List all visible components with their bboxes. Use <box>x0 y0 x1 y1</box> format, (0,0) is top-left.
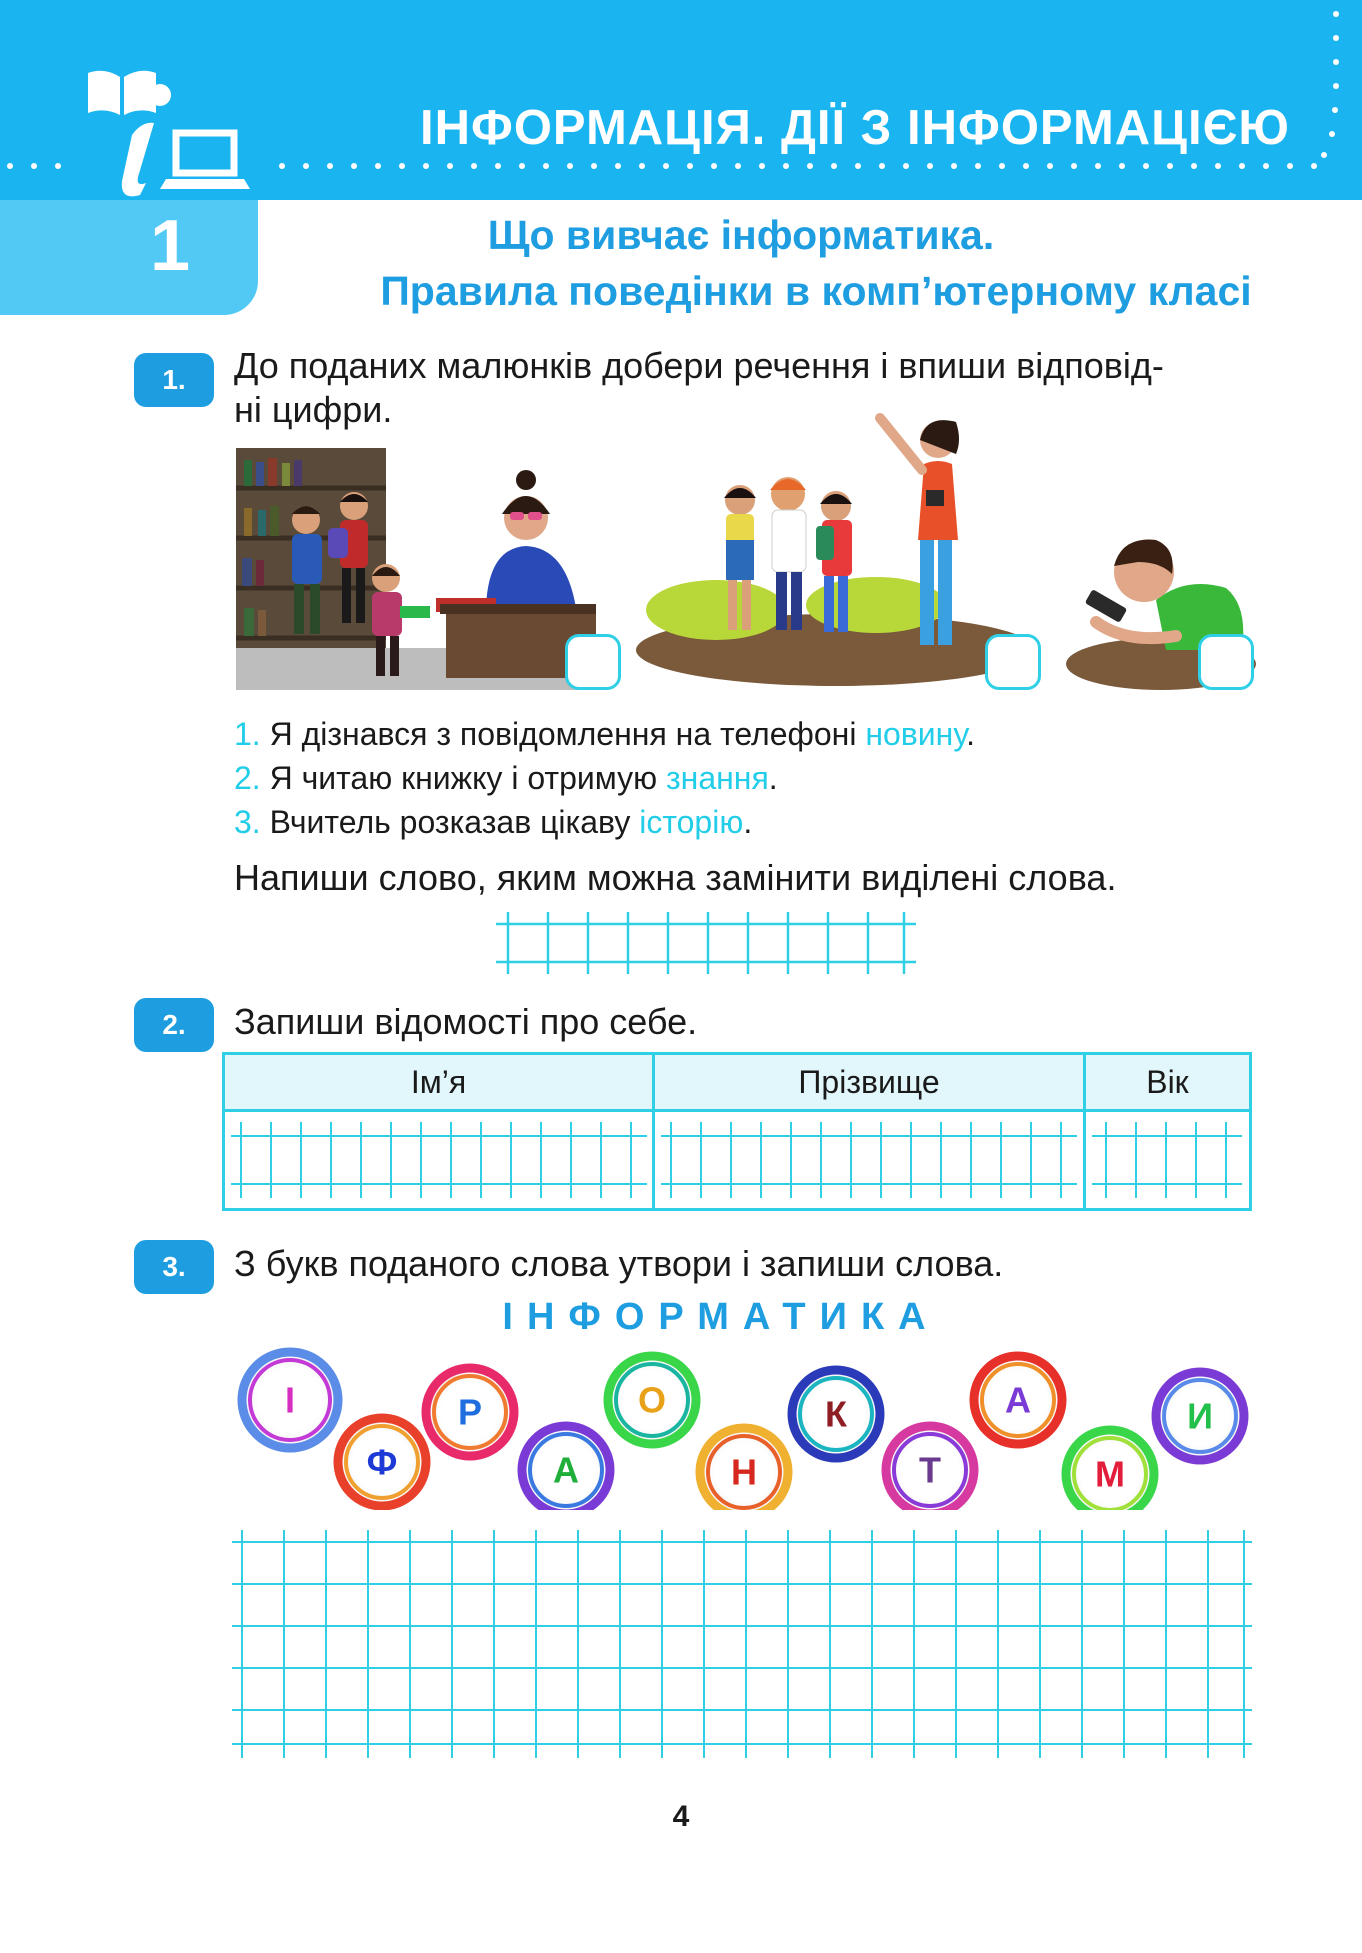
library-illustration <box>236 448 596 690</box>
task1-instruction-line2: ні цифри. <box>234 389 393 430</box>
sentence-3-text: Вчитель розказав цікаву <box>269 804 640 840</box>
bubble-letter-9: А <box>1005 1379 1031 1421</box>
bubble-letter-1: І <box>284 1379 296 1421</box>
sentence-1-end: . <box>966 716 976 752</box>
bubble-letter-11: И <box>1187 1395 1213 1437</box>
bubble-o <box>608 1356 696 1444</box>
sentence-1-number: 1. <box>234 716 261 752</box>
letter-bubbles <box>230 1340 1260 1510</box>
bubble-letter-8: Т <box>919 1449 941 1491</box>
sentence-2-text: Я читаю книжку і отримую <box>269 760 666 796</box>
age-writing-grid <box>1092 1122 1242 1198</box>
task1-sentences <box>234 712 975 844</box>
column-header-age: Вік <box>1084 1054 1250 1111</box>
picture2-answer-box[interactable] <box>985 634 1041 690</box>
column-header-surname: Прізвище <box>654 1054 1085 1111</box>
bubble-r <box>426 1368 514 1456</box>
age-input-cell[interactable] <box>1084 1111 1250 1210</box>
bubble-t <box>886 1426 974 1510</box>
surname-writing-grid <box>661 1122 1077 1198</box>
words-answer-grid[interactable] <box>232 1530 1252 1758</box>
bubble-y <box>1156 1372 1244 1460</box>
bubble-letter-5: О <box>637 1379 667 1421</box>
surname-input-cell[interactable] <box>654 1111 1085 1210</box>
task3-instruction: З букв поданого слова утвори і запиши слова. <box>234 1243 1004 1284</box>
lesson-title-line2: Правила поведінки в комп’ютерному класі <box>380 268 1252 314</box>
bubble-n <box>700 1428 788 1510</box>
bubble-i <box>242 1352 338 1448</box>
task-badge-1: 1. <box>134 353 214 407</box>
sentence-1-highlight: новину <box>865 716 967 752</box>
informatics-logo-icon <box>80 55 260 200</box>
sentence-2 <box>234 756 975 800</box>
bubble-m <box>1066 1430 1154 1510</box>
bubble-letter-2: Ф <box>366 1441 398 1483</box>
task3-word: ІНФОРМАТИКА <box>502 1296 940 1338</box>
bubble-letter-6: Н <box>731 1451 757 1493</box>
task-badge-3: 3. <box>134 1240 214 1294</box>
sentence-3-end: . <box>743 804 753 840</box>
task1-instruction-line1: До поданих малюнків добери речення і впиши відповід- <box>234 345 1164 386</box>
lesson-number: 1 <box>150 206 191 286</box>
task-badge-2: 2. <box>134 998 214 1052</box>
sentence-2-end: . <box>768 760 778 796</box>
excursion-illustration <box>636 410 1036 690</box>
name-writing-grid <box>231 1122 647 1198</box>
sentence-3-highlight: історію <box>639 804 744 840</box>
page-number: 4 <box>672 1800 690 1833</box>
header-dotted-curve <box>1318 0 1358 170</box>
sentence-2-number: 2. <box>234 760 261 796</box>
word-answer-grid[interactable] <box>496 912 916 974</box>
bubble-a2 <box>974 1356 1062 1444</box>
sentence-3-number: 3. <box>234 804 261 840</box>
bubble-letter-4: А <box>553 1449 579 1491</box>
bubble-f <box>338 1418 426 1506</box>
name-input-cell[interactable] <box>224 1111 654 1210</box>
sentence-3 <box>234 800 975 844</box>
sentence-2-highlight: знання <box>665 760 769 796</box>
lesson-title-line1: Що вивчає інформатика. <box>487 212 995 258</box>
task1-write-instruction: Напиши слово, яким можна замінити виділені слова. <box>234 857 1117 898</box>
picture3-answer-box[interactable] <box>1198 634 1254 690</box>
picture1-answer-box[interactable] <box>565 634 621 690</box>
sentence-1 <box>234 712 975 756</box>
bubble-letter-3: Р <box>457 1391 483 1433</box>
chapter-title: ІНФОРМАЦІЯ. ДІЇ З ІНФОРМАЦІЄЮ <box>420 101 1290 155</box>
task2-instruction: Запиши відомості про себе. <box>234 1001 698 1042</box>
bubble-letter-10: М <box>1095 1453 1125 1495</box>
column-header-name: Ім’я <box>224 1054 654 1111</box>
bubble-letter-7: К <box>825 1393 847 1435</box>
bubble-a1 <box>522 1426 610 1510</box>
personal-info-table <box>222 1052 1252 1211</box>
sentence-1-text: Я дізнався з повідомлення на телефоні <box>269 716 866 752</box>
bubble-k <box>792 1370 880 1458</box>
